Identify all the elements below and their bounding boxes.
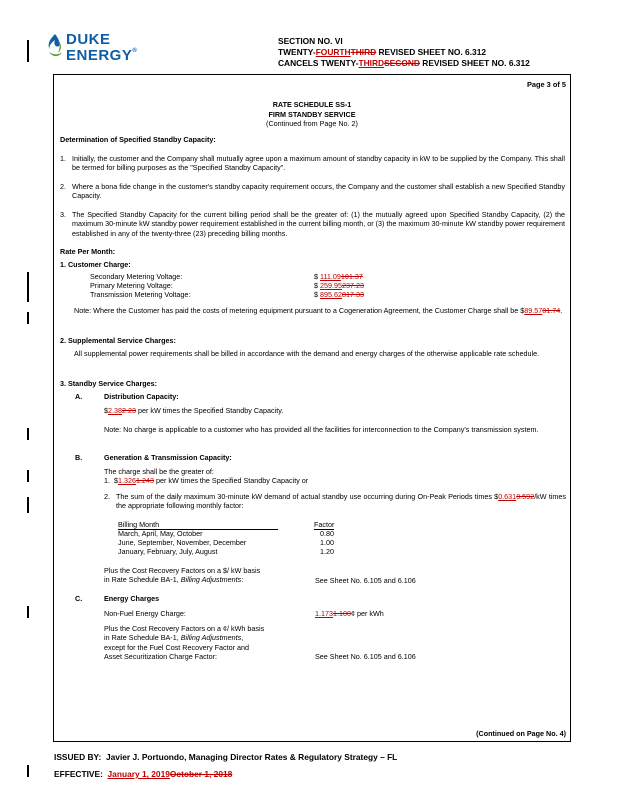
issued-by-line: ISSUED BY: Javier J. Portuondo, Managing Director Rates & Regulatory Strategy – FL <box>54 752 398 762</box>
rate-schedule-title <box>53 100 571 129</box>
cancels-sheet-line: CANCELS TWENTY-THIRDSECOND REVISED SHEET NO. 6.312 <box>278 58 530 69</box>
change-bar <box>27 428 29 440</box>
factor-table-row: January, February, July, August 1.20 <box>118 547 334 556</box>
energy-see-sheet: See Sheet No. 6.105 and 6.106 <box>315 652 416 661</box>
change-bar <box>27 765 29 777</box>
factor-table-row: June, September, November, December 1.00 <box>118 538 334 547</box>
factor-table-row: March, April, May, October 0.80 <box>118 529 334 538</box>
metering-note: Note: Where the Customer has paid the costs of metering equipment pursuant to a Cogeneration Agreement, the Customer Charge shall be $89.5781.74. <box>74 306 563 315</box>
change-bar <box>27 470 29 482</box>
change-bar <box>27 40 29 62</box>
customer-charge-row: Transmission Metering Voltage: $ 895.62817.33 <box>90 290 364 299</box>
change-bar <box>27 272 29 302</box>
sheet-header <box>278 36 530 69</box>
continued-note: (Continued on Page No. 4) <box>476 729 566 738</box>
det-item-2: 2. Where a bona fide change in the customer's standby capacity requirement occurs, the Company and the customer shall establish a new Specified Standby Capacity. <box>60 182 565 201</box>
energy-charges-heading: Energy Charges <box>104 594 160 603</box>
change-bar <box>27 497 29 513</box>
generation-intro: The charge shall be the greater of: <box>104 467 214 476</box>
supplemental-text: All supplemental power requirements shall be billed in accordance with the demand and energy charges of the otherwise applicable rate schedule. <box>74 349 540 358</box>
change-bar <box>27 312 29 324</box>
det-item-1: 1. Initially, the customer and the Company shall mutually agree upon a maximum amount of standby capacity in kW to be supplied by the Company. This shall be termed for billing purposes as the "Specified Standby Capacity". <box>60 154 565 173</box>
non-fuel-energy-value: 1.1731.100¢ per kWh <box>315 609 384 618</box>
page-number: Page 3 of 5 <box>526 80 566 89</box>
monthly-factor-table <box>118 520 358 556</box>
generation-option-2: 2. The sum of the daily maximum 30-minute kW demand of actual standby use occurring during On-Peak Periods times $0.6310.592/kW times the appropriate following monthly factor: <box>104 492 566 511</box>
generation-capacity-heading: Generation & Transmission Capacity: <box>104 453 232 462</box>
logo-text-duke: DUKE <box>66 31 111 48</box>
title-line-2: FIRM STANDBY SERVICE <box>268 109 356 119</box>
factor-table-header: Billing Month Factor <box>118 520 335 529</box>
customer-charge-row: Primary Metering Voltage: $ 259.95237.23 <box>90 281 364 290</box>
customer-charge-heading: 1. Customer Charge: <box>60 260 131 269</box>
customer-charge-row: Secondary Metering Voltage: $ 111.09101.37 <box>90 272 363 281</box>
duke-energy-logo <box>44 28 154 70</box>
supplemental-heading: 2. Supplemental Service Charges: <box>60 336 176 345</box>
generation-option-1: 1. $1.3261.243 per kW times the Specified Standby Capacity or <box>104 476 309 485</box>
effective-line: EFFECTIVE: January 1, 2019October 1, 2018 <box>54 769 233 779</box>
determination-heading: Determination of Specified Standby Capacity: <box>60 135 216 144</box>
generation-see-sheet: See Sheet No. 6.105 and 6.106 <box>315 576 416 585</box>
section-b-label: B. <box>75 453 83 462</box>
distribution-note: Note: No charge is applicable to a customer who has provided all the facilities for interconnection to the Company's transmission system. <box>104 425 539 434</box>
section-c-label: C. <box>75 594 83 603</box>
det-item-3: 3. The Specified Standby Capacity for the current billing period shall be the greater of: (1) the mutually agreed upon Specified Standby Capacity, (2) the maximum 30-minute kW standby power requirement established in the current billing month, or (3) the maximum 30-minute kW standby power requirement established in any of the twenty-three (23) preceding billing months. <box>60 210 565 238</box>
distribution-capacity-charge: $2.382.23 per kW times the Specified Standby Capacity. <box>104 406 284 415</box>
generation-cost-recovery: Plus the Cost Recovery Factors on a $/ kW basis in Rate Schedule BA-1, Billing Adjustments: <box>104 566 261 585</box>
title-line-3: (Continued from Page No. 2) <box>266 119 358 128</box>
standby-heading: 3. Standby Service Charges: <box>60 379 158 388</box>
change-bar <box>27 606 29 618</box>
customer-charge-table <box>90 272 390 299</box>
energy-cost-recovery: Plus the Cost Recovery Factors on a ¢/ kWh basis in Rate Schedule BA-1, Billing Adjustments, except for the Fuel Cost Recovery Factor and Asset Securitization Charge Factor: <box>104 624 265 662</box>
duke-energy-flame-icon <box>44 32 66 62</box>
section-a-label: A. <box>75 392 83 401</box>
section-number: SECTION NO. VI <box>278 36 343 46</box>
distribution-capacity-heading: Distribution Capacity: <box>104 392 179 401</box>
revised-sheet-line: TWENTY-FOURTHTHIRD REVISED SHEET NO. 6.312 <box>278 47 487 58</box>
rate-per-month-heading: Rate Per Month: <box>60 247 116 256</box>
non-fuel-energy-label: Non-Fuel Energy Charge: <box>104 609 186 618</box>
title-line-1: RATE SCHEDULE SS-1 <box>272 100 352 109</box>
logo-text-energy: ENERGY® <box>66 47 138 64</box>
